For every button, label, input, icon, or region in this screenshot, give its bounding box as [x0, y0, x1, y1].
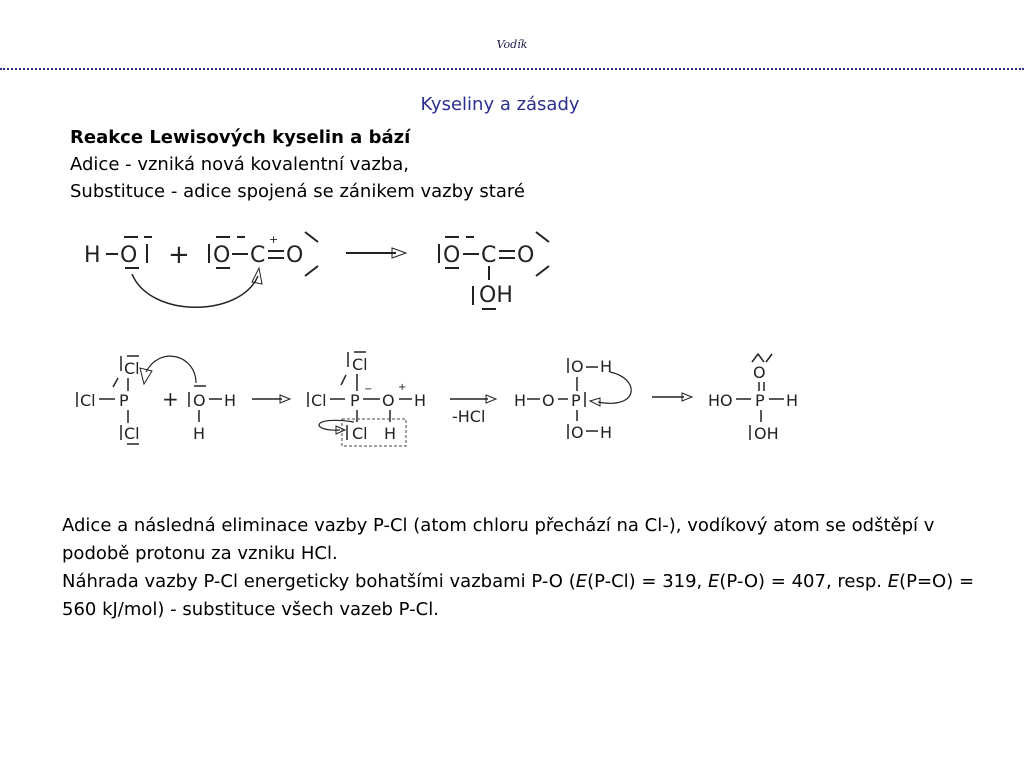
- r2-h3po3-h: H: [786, 391, 799, 410]
- r2-int-cl-top: Cl: [352, 355, 368, 374]
- header-title: Vodík: [496, 38, 528, 51]
- r2-electron-arrow: [146, 356, 196, 383]
- r2-water-o: O: [193, 391, 206, 410]
- r2-h3po3-oh: OH: [754, 424, 779, 443]
- r1-co2-c: C: [250, 243, 266, 268]
- r2-pcl3-p: P: [119, 391, 129, 410]
- r2-rearrangement-arrow: [598, 372, 631, 403]
- explanation-paragraph-1: Adice a následná eliminace vazby P-Cl (atom chloru přechází na Cl-), vodíkový atom se odštěpí v podobě protonu za vzniku HCl.: [62, 515, 935, 564]
- r2-elimination-arrow: [319, 420, 354, 430]
- r1-charge-plus: +: [269, 233, 279, 246]
- r2-int-cl-bottom: Cl: [352, 424, 368, 443]
- r2-poh3-h-top: H: [600, 357, 613, 376]
- energy-symbol: E: [575, 571, 588, 592]
- r1-product-o2: O: [517, 243, 535, 268]
- r2-pcl3-cl-left: Cl: [80, 391, 96, 410]
- r1-product-oh: OH: [479, 283, 513, 308]
- r2-int-h-right: H: [414, 391, 427, 410]
- r2-h3po3-o-top: O: [753, 363, 766, 382]
- r2-h3po3-p: P: [755, 391, 765, 410]
- slide-title: Kyseliny a zásady: [420, 94, 580, 115]
- intro-heading: Reakce Lewisových kyselin a bází: [70, 127, 411, 148]
- r2-lone-pair: [766, 354, 772, 362]
- r2-int-o: O: [382, 391, 395, 410]
- explanation-text: [62, 512, 982, 624]
- r2-poh3-o-left: O: [542, 391, 555, 410]
- r2-lone-pair: [113, 378, 118, 387]
- r2-condition-label: -HCl: [452, 407, 486, 426]
- r2-water-h2: H: [193, 424, 206, 443]
- intro-line-substitution: Substituce - adice spojená se zánikem vazby staré: [70, 181, 525, 202]
- r1-hydroxide-h: H: [84, 243, 101, 268]
- energy-symbol: E: [708, 571, 720, 592]
- r2-int-charge-plus: +: [398, 382, 407, 393]
- r1-co2-o1: O: [213, 243, 231, 268]
- r2-poh3-p: P: [571, 391, 581, 410]
- explanation-paragraph-2: [62, 568, 982, 624]
- r2-poh3-o-top: O: [571, 357, 584, 376]
- explanation-text-span: Náhrada vazby P-Cl energeticky bohatšími vazbami P-O (: [62, 571, 576, 592]
- explanation-text-span: (P=O) = 560 kJ/mol) - substituce všech vazeb P-Cl.: [62, 571, 975, 620]
- intro-line-addition: Adice - vzniká nová kovalentní vazba,: [70, 154, 409, 175]
- r1-hydroxide-o: O: [120, 243, 138, 268]
- r2-poh3-h-bottom: H: [600, 423, 613, 442]
- r2-plus-sign: +: [162, 387, 179, 411]
- r2-lone-pair: [341, 375, 346, 385]
- r1-product-c: C: [481, 243, 497, 268]
- r2-int-charge-minus: −: [364, 384, 373, 395]
- r2-pcl3-cl-bottom: Cl: [124, 424, 140, 443]
- r1-product-o1: O: [443, 243, 461, 268]
- explanation-text-span: (P-O) = 407, resp.: [719, 571, 888, 592]
- r2-water-h1: H: [224, 391, 237, 410]
- r2-h3po3-ho: HO: [708, 391, 733, 410]
- r2-electron-arrowhead: [140, 368, 152, 384]
- r2-lone-pair: [752, 354, 764, 362]
- energy-symbol: E: [887, 571, 900, 592]
- explanation-text-span: (P-Cl) = 319,: [587, 571, 709, 592]
- r1-plus-sign: +: [168, 240, 190, 270]
- r2-int-cl-left: Cl: [311, 391, 327, 410]
- r2-pcl3-cl-top: Cl: [124, 359, 140, 378]
- r2-poh3-o-bottom: O: [571, 423, 584, 442]
- r1-co2-o2: O: [286, 243, 304, 268]
- r2-int-h-bottom: H: [384, 424, 397, 443]
- r2-int-p: P: [350, 391, 360, 410]
- r2-poh3-h-left: H: [514, 391, 527, 410]
